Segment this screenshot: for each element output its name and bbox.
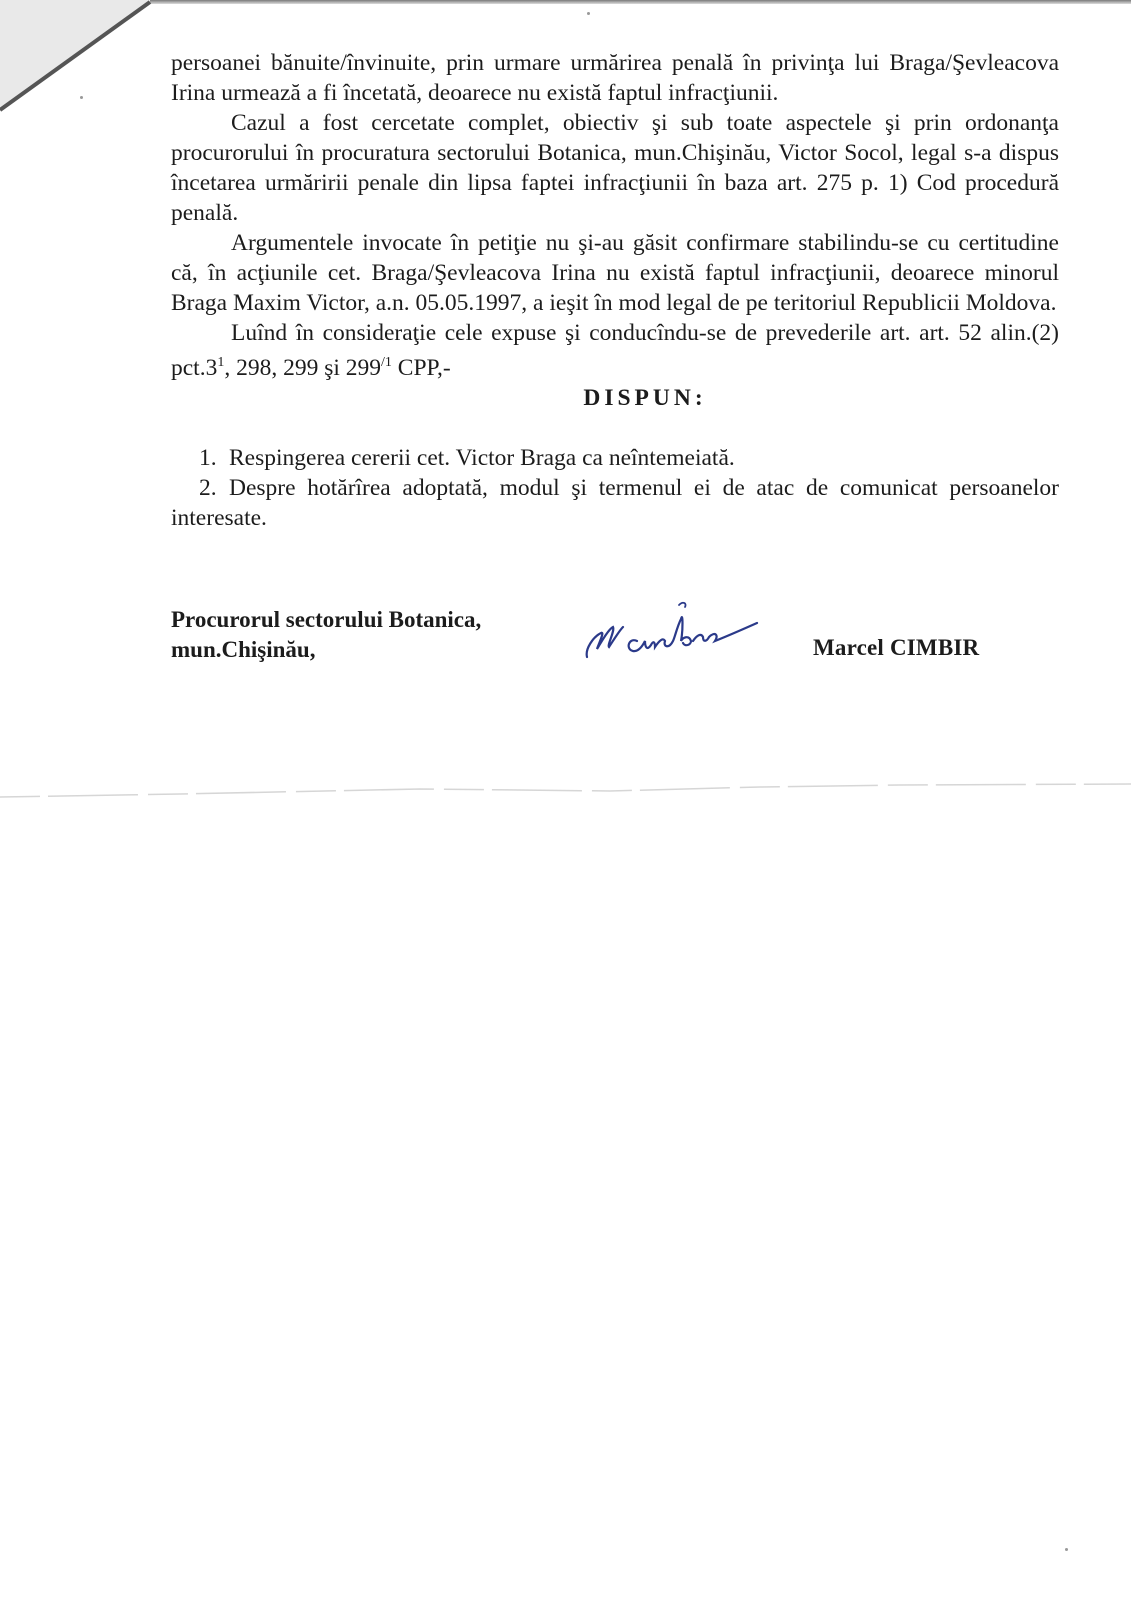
signatory-role-line: mun.Chişinău,: [171, 637, 316, 662]
document-body: [171, 48, 1059, 533]
superscript: /1: [381, 355, 392, 370]
scan-top-edge: [150, 0, 1131, 4]
handwritten-signature: [579, 597, 769, 667]
signatory-name: Marcel CIMBIR: [813, 635, 980, 660]
decision-heading: DISPUN:: [583, 384, 707, 411]
superscript: 1: [217, 355, 225, 370]
scan-speck: [587, 12, 590, 15]
paper-crease: [0, 775, 1131, 815]
paragraph-case-investigated: Cazul a fost cercetate complet, obiectiv şi sub toate aspectele şi prin ordonanţa procurorului în procuratura sectorului Botanica, mun.Chişinău, Victor Socol, legal s-a dispus încetarea urmăririi penale din lipsa faptei infracţiunii în baza art. 275 p. 1) Cod procedură penală.: [171, 110, 1059, 226]
legal-basis-text: Luînd în consideraţie cele expuse şi conducîndu-se de prevederile art. art. 52 alin.(2) pct.3: [171, 320, 1059, 381]
signature-block: [171, 605, 1059, 675]
signatory-role-line: Procurorul sectorului Botanica,: [171, 607, 482, 632]
scan-speck: [80, 96, 83, 99]
item-number: 2.: [199, 474, 217, 501]
item-number: 1.: [199, 444, 217, 471]
legal-basis-text: CPP,-: [391, 354, 451, 381]
legal-basis-text: , 298, 299 şi 299: [224, 354, 382, 381]
paragraph-arguments: Argumentele invocate în petiţie nu şi-au găsit confirmare stabilindu-se cu certitudine că, în acţiunile cet. Braga/Şevleacova Irina nu există faptul infracţiunii, deoarece minorul Braga Maxim Victor, a.n. 05.05.1997, a ieşit în mod legal de pe teritoriul Republicii Moldova.: [171, 230, 1059, 316]
decision-item: [171, 443, 1059, 473]
page-corner-fold: [0, 0, 170, 120]
scan-speck: [1065, 1548, 1068, 1551]
paragraph-legal-basis: [171, 318, 1059, 383]
paragraph-conclusion: persoanei bănuite/învinuite, prin urmare urmărirea penală în privinţa lui Braga/Şevleacova Irina urmează a fi încetată, deoarece nu există faptul infracţiunii.: [171, 50, 1059, 106]
item-text: Respingerea cererii cet. Victor Braga ca neîntemeiată.: [229, 444, 735, 471]
decision-item: [171, 473, 1059, 533]
signatory-role: [171, 605, 481, 665]
item-text: Despre hotărîrea adoptată, modul şi termenul ei de atac de comunicat persoanelor interesate.: [171, 474, 1059, 531]
